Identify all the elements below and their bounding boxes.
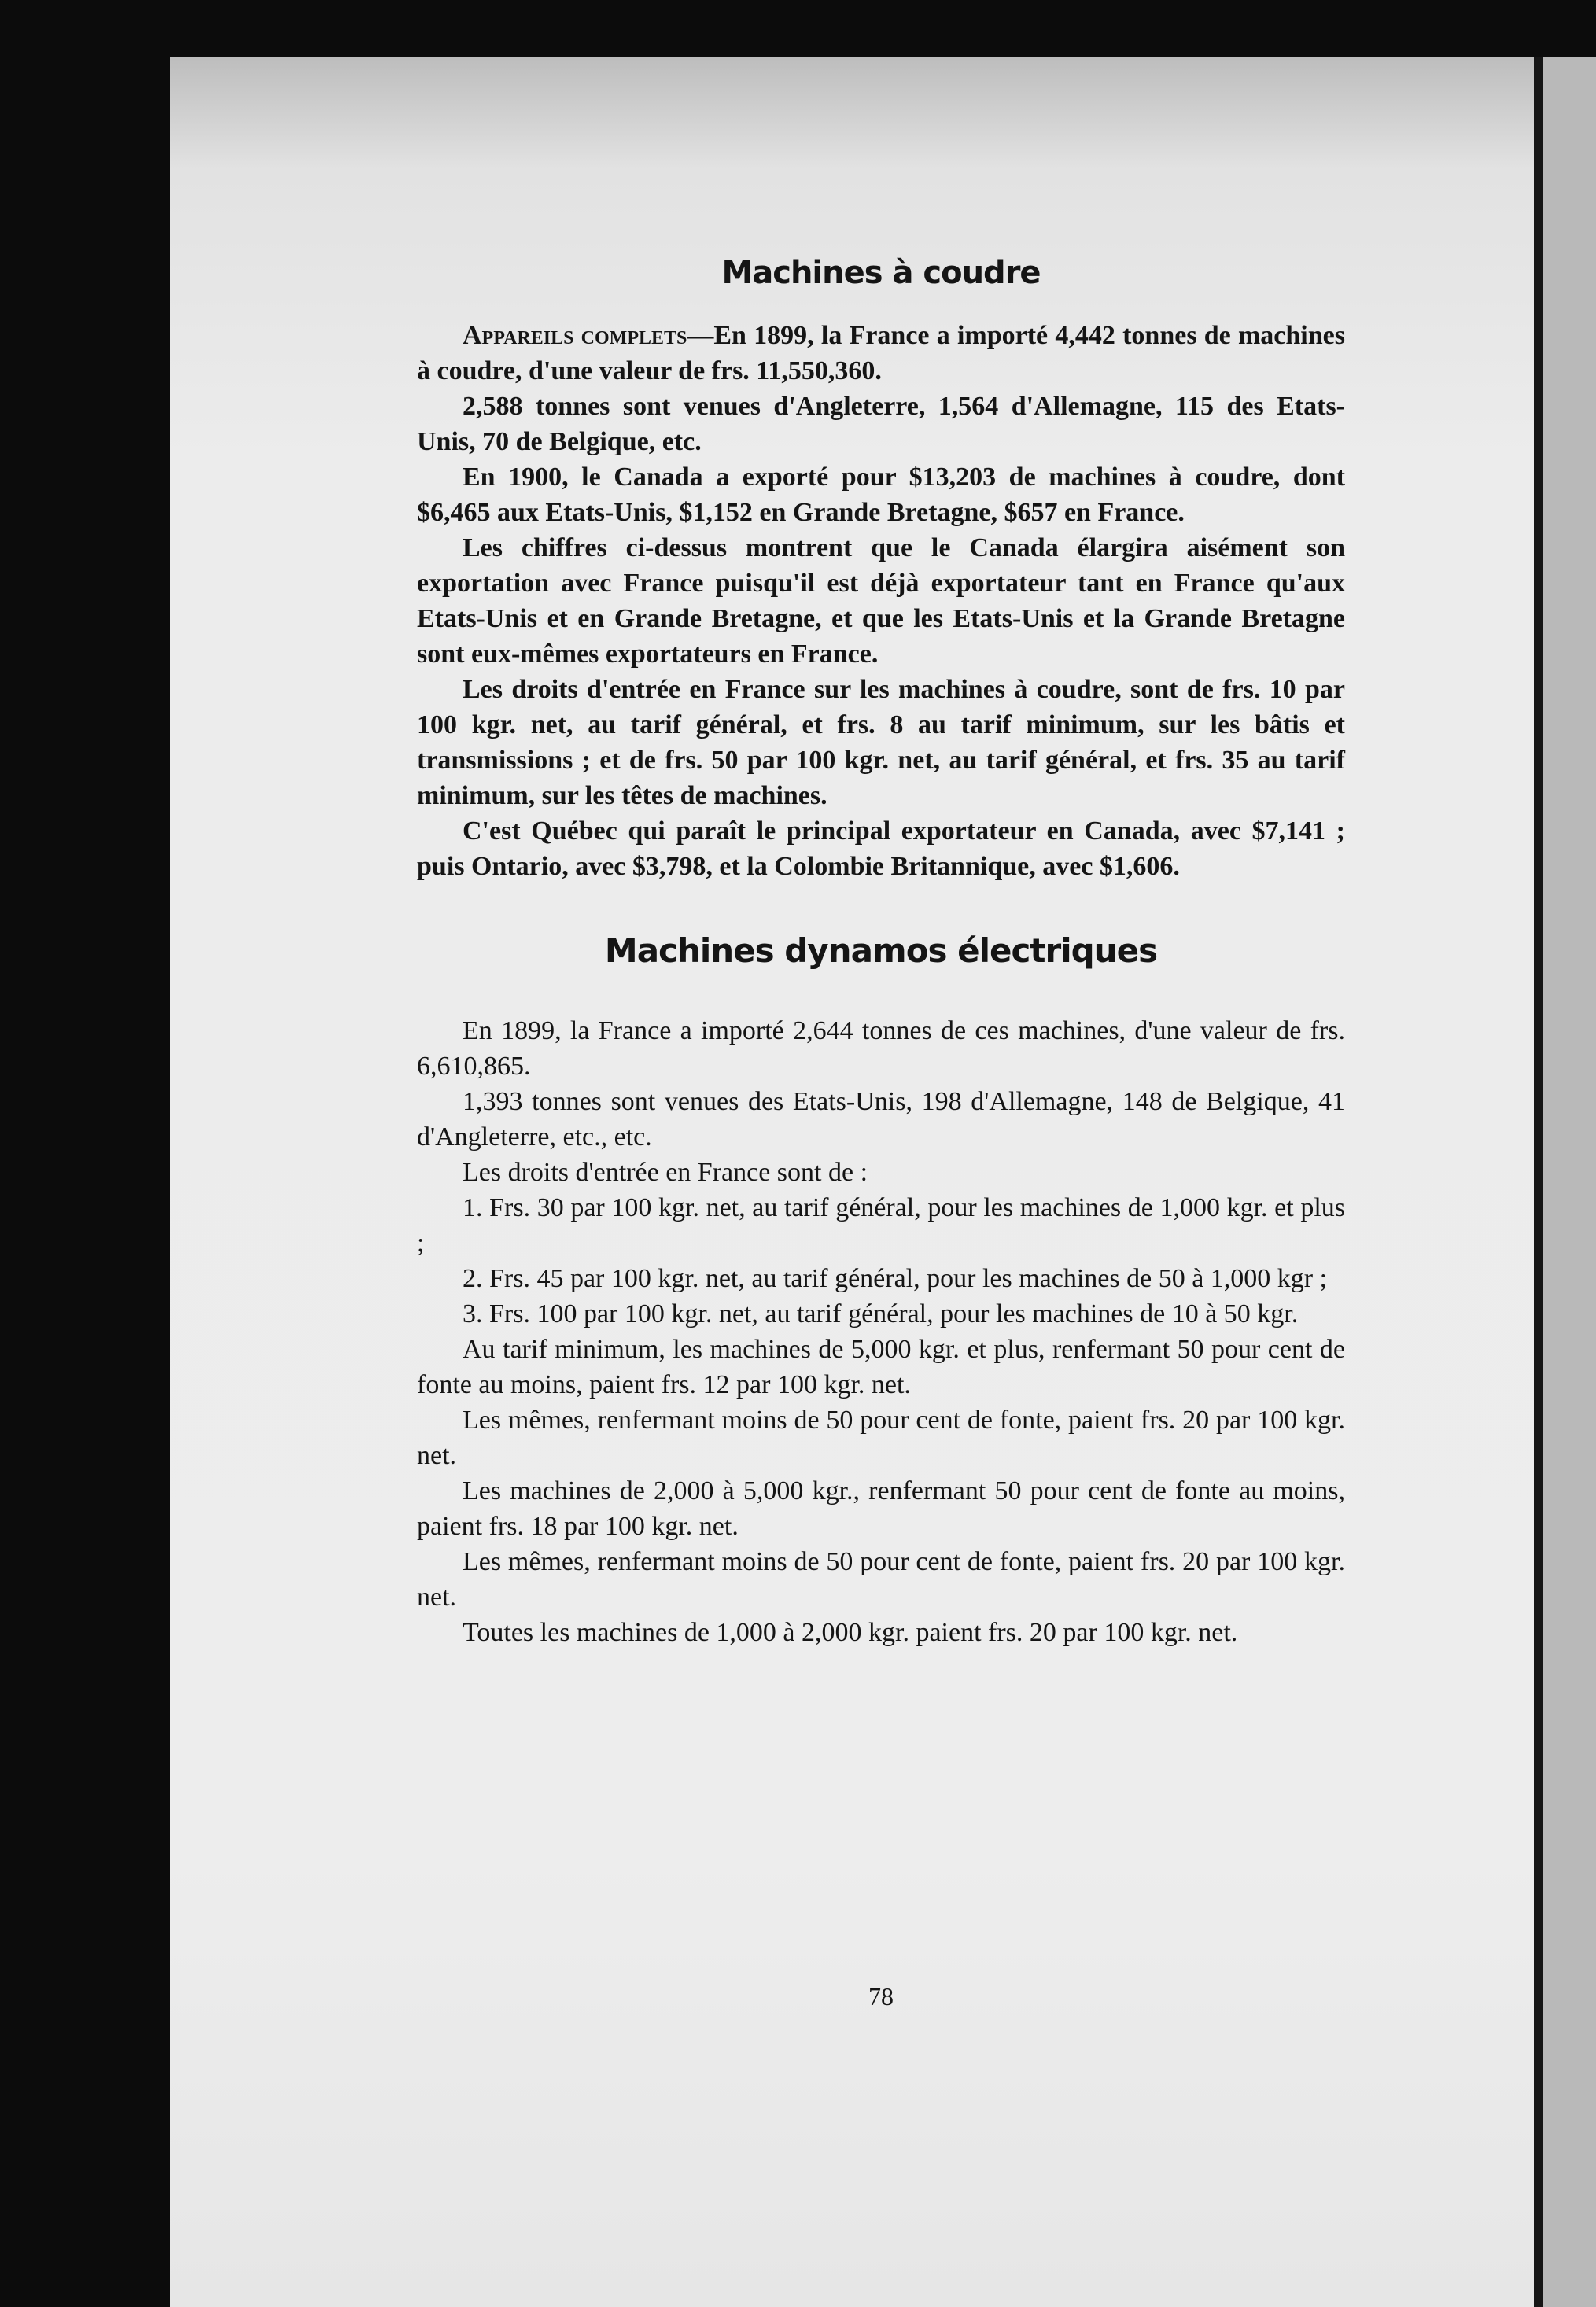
paragraph: Les mêmes, renfermant moins de 50 pour cent de fonte, paient frs. 20 par 100 kgr. net. [417,1547,1345,1612]
paragraph: En 1899, la France a importé 2,644 tonnes de ces machines, d'une valeur de frs. 6,610,865. [417,1016,1345,1081]
section-sewing-machines [417,245,1345,884]
paragraph: Les chiffres ci-dessus montrent que le Canada élargira aisément son exportation avec France puisqu'il est déjà exportateur tant en France qu'aux Etats-Unis et en Grande Bretagne, et que les Etats-Unis et la Grande Bretagne sont eux-mêmes exportateurs en France. [417,533,1345,669]
paragraph-lead: Appareils complets— [463,321,714,350]
paragraph-text: En 1899, la France a importé 4,442 tonnes de machines à coudre, d'une valeur de frs. 11,550,360. [417,321,1345,385]
section-electric-dynamos [417,920,1345,1650]
section-title: Machines dynamos électriques [604,931,1158,970]
paragraph: 2. Frs. 45 par 100 kgr. net, au tarif général, pour les machines de 50 à 1,000 kgr ; [463,1264,1328,1293]
paragraph: 1,393 tonnes sont venues des Etats-Unis, 198 d'Allemagne, 148 de Belgique, 41 d'Angleterre, etc., etc. [417,1087,1345,1152]
paragraph: 3. Frs. 100 par 100 kgr. net, au tarif général, pour les machines de 10 à 50 kgr. [463,1299,1299,1329]
page-gutter [1534,57,1543,2307]
paragraph: En 1900, le Canada a exporté pour $13,203 de machines à coudre, dont $6,465 aux Etats-Unis, $1,152 en Grande Bretagne, $657 en France. [417,463,1345,527]
paragraph: 1. Frs. 30 par 100 kgr. net, au tarif général, pour les machines de 1,000 kgr. et plus ; [417,1193,1345,1258]
paragraph: C'est Québec qui paraît le principal exportateur en Canada, avec $7,141 ; puis Ontario, avec $3,798, et la Colombie Britannique, avec $1,606. [417,816,1345,881]
document-body [417,245,1345,2010]
paragraph: Toutes les machines de 1,000 à 2,000 kgr. paient frs. 20 par 100 kgr. net. [463,1618,1238,1647]
paragraph: Les machines de 2,000 à 5,000 kgr., renfermant 50 pour cent de fonte au moins, paient frs. 18 par 100 kgr. net. [417,1476,1345,1541]
paragraph: Les droits d'entrée en France sur les machines à coudre, sont de frs. 10 par 100 kgr. net, au tarif général, et frs. 8 au tarif minimum, sur les bâtis et transmissions ; et de frs. 50 par 100 kgr. net, au tarif général, et frs. 35 au tarif minimum, sur les têtes de machines. [417,675,1345,810]
paragraph [417,318,1345,389]
section-title: Machines à coudre [721,255,1041,291]
page-number: 78 [868,1982,894,2010]
paragraph: 2,588 tonnes sont venues d'Angleterre, 1,564 d'Allemagne, 115 des Etats-Unis, 70 de Belgique, etc. [417,392,1345,456]
adjacent-page-edge [1543,57,1596,2307]
paragraph: Les droits d'entrée en France sont de : [463,1158,868,1187]
paragraph: Au tarif minimum, les machines de 5,000 kgr. et plus, renfermant 50 pour cent de fonte au moins, paient frs. 12 par 100 kgr. net. [417,1335,1345,1399]
paragraph: Les mêmes, renfermant moins de 50 pour cent de fonte, paient frs. 20 par 100 kgr. net. [417,1406,1345,1470]
